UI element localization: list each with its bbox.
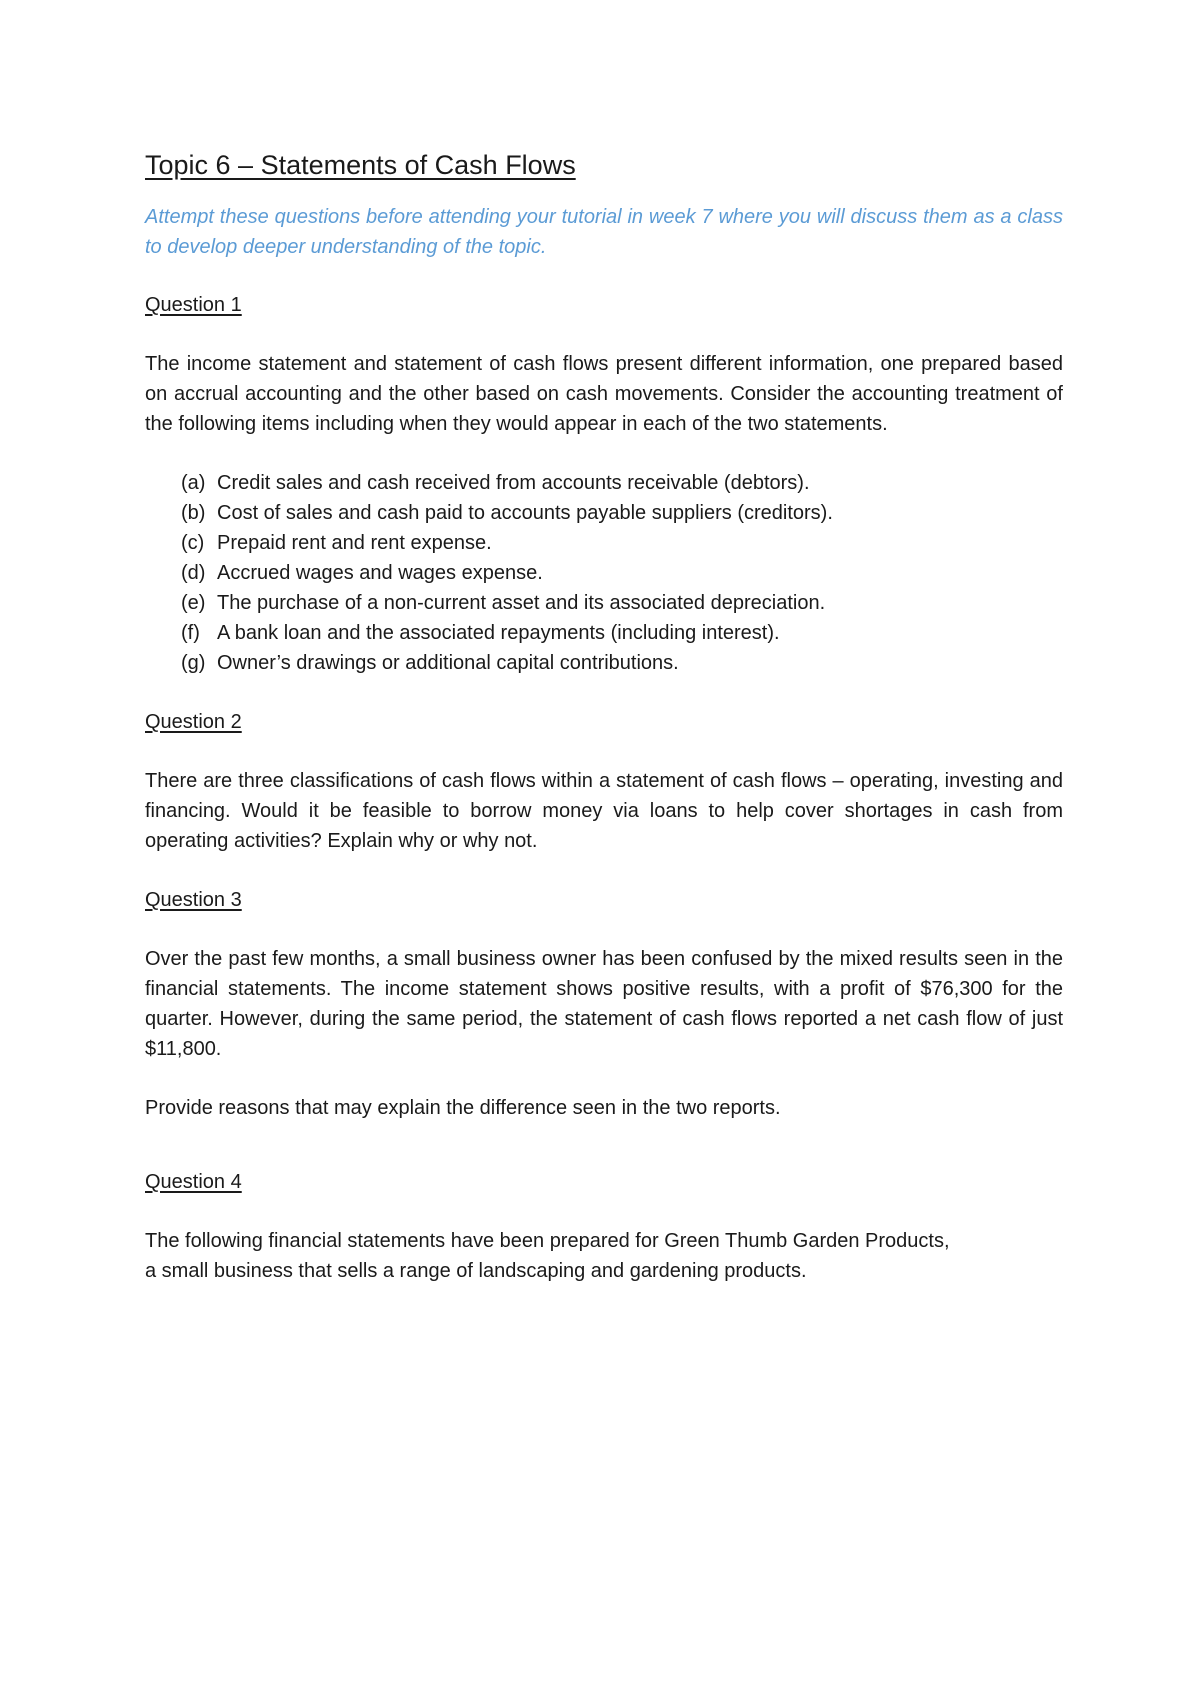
list-marker: (d) — [181, 562, 206, 584]
list-marker: (a) — [181, 472, 206, 494]
list-item-text: A bank loan and the associated repayments (including interest). — [217, 622, 780, 644]
question-2 — [145, 707, 1063, 856]
question-1-text: The income statement and statement of cash flows present different information, one prepared based on accrual accounting and the other based on cash movements. Consider the accounting treatment of the following items including when they would appear in each of the two statements. — [145, 353, 1063, 435]
list-item — [181, 558, 1063, 588]
list-item — [181, 498, 1063, 528]
question-4-text-line-2: a small business that sells a range of landscaping and gardening products. — [145, 1260, 807, 1282]
question-2-text: There are three classifications of cash flows within a statement of cash flows – operating, investing and financing. Would it be feasible to borrow money via loans to help cover shortages in cash from operating activities? Explain why or why not. — [145, 770, 1063, 852]
question-1-heading: Question 1 — [145, 294, 242, 316]
list-item-text: The purchase of a non-current asset and its associated depreciation. — [217, 592, 826, 614]
question-3-text: Over the past few months, a small business owner has been confused by the mixed results seen in the financial statements. The income statement shows positive results, with a profit of $76,300 for the quarter. However, during the same period, the statement of cash flows reported a net cash flow of just $11,800. — [145, 948, 1063, 1060]
list-item-text: Accrued wages and wages expense. — [217, 562, 543, 584]
list-item — [181, 618, 1063, 648]
list-item — [181, 468, 1063, 498]
question-4 — [145, 1167, 1063, 1286]
question-1-items — [181, 468, 1063, 678]
list-item — [181, 528, 1063, 558]
list-item-text: Prepaid rent and rent expense. — [217, 532, 492, 554]
question-1 — [145, 290, 1063, 678]
list-item — [181, 588, 1063, 618]
list-item — [181, 648, 1063, 678]
list-marker: (c) — [181, 532, 205, 554]
question-3 — [145, 885, 1063, 1123]
list-marker: (f) — [181, 622, 200, 644]
intro-instructions: Attempt these questions before attending your tutorial in week 7 where you will discuss them as a class to develop deeper understanding of the topic. — [145, 206, 1063, 258]
list-item-text: Owner’s drawings or additional capital contributions. — [217, 652, 679, 674]
question-3-prompt: Provide reasons that may explain the difference seen in the two reports. — [145, 1097, 781, 1119]
list-item-text: Cost of sales and cash paid to accounts payable suppliers (creditors). — [217, 502, 833, 524]
list-marker: (e) — [181, 592, 206, 614]
question-4-text-line-1: The following financial statements have been prepared for Green Thumb Garden Products, — [145, 1230, 950, 1252]
question-4-heading: Question 4 — [145, 1171, 242, 1193]
list-marker: (b) — [181, 502, 206, 524]
list-item-text: Credit sales and cash received from accounts receivable (debtors). — [217, 472, 810, 494]
question-3-heading: Question 3 — [145, 889, 242, 911]
page-title: Topic 6 – Statements of Cash Flows — [145, 150, 576, 180]
list-marker: (g) — [181, 652, 206, 674]
question-2-heading: Question 2 — [145, 711, 242, 733]
document-page — [145, 148, 1063, 1286]
